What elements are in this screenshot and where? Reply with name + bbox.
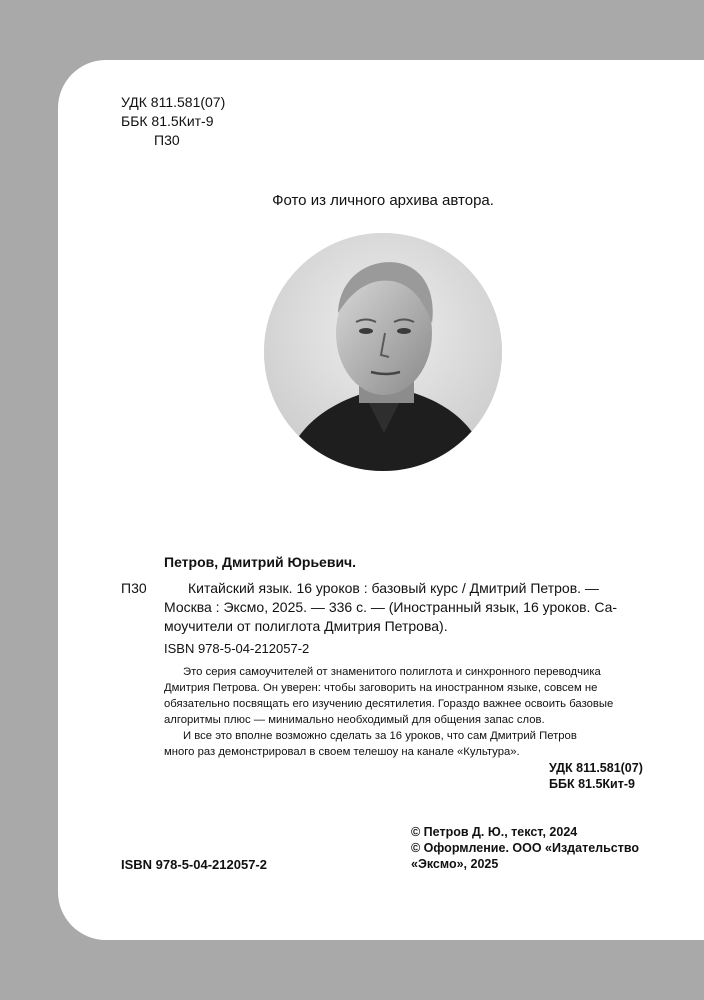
author-portrait bbox=[264, 233, 502, 471]
annotation-line-2: Дмитрия Петрова. Он уверен: чтобы заговорить на иностранном языке, совсем не bbox=[164, 682, 598, 694]
record-line-3: моучители от полиглота Дмитрия Петрова). bbox=[164, 618, 448, 634]
author-name: Петров, Дмитрий Юрьевич. bbox=[164, 554, 357, 570]
photo-caption: Фото из личного архива автора. bbox=[272, 192, 494, 209]
annotation-line-4: алгоритмы плюс — минимально необходимый для общения запас слов. bbox=[164, 714, 545, 726]
record-shelf-mark: П30 bbox=[121, 580, 147, 596]
copyright-line-1: © Петров Д. Ю., текст, 2024 bbox=[411, 825, 578, 839]
udk-code: УДК 811.581(07) bbox=[121, 94, 226, 110]
annotation-line-5: И все это вполне возможно сделать за 16 уроков, что сам Дмитрий Петров bbox=[183, 730, 577, 742]
annotation-line-3: обязательно посвящать его изучению десятилетия. Гораздо важнее освоить базовые bbox=[164, 698, 614, 710]
record-isbn: ISBN 978-5-04-212057-2 bbox=[164, 641, 310, 656]
footer-isbn: ISBN 978-5-04-212057-2 bbox=[121, 857, 267, 872]
annotation-line-6: много раз демонстрировал в своем телешоу на канале «Культура». bbox=[164, 746, 520, 758]
classification-bbk: ББК 81.5Кит-9 bbox=[549, 777, 635, 791]
shelf-mark: П30 bbox=[154, 132, 180, 148]
record-line-2: Москва : Эксмо, 2025. — 336 с. — (Иностранный язык, 16 уроков. Са- bbox=[164, 599, 618, 615]
copyright-line-2: © Оформление. ООО «Издательство bbox=[411, 841, 639, 855]
classification-udk: УДК 811.581(07) bbox=[549, 761, 643, 775]
annotation-line-1: Это серия самоучителей от знаменитого полиглота и синхронного переводчика bbox=[183, 666, 601, 678]
bbk-code: ББК 81.5Кит-9 bbox=[121, 113, 214, 129]
copyright-line-3: «Эксмо», 2025 bbox=[411, 857, 499, 871]
record-line-1: Китайский язык. 16 уроков : базовый курс / Дмитрий Петров. — bbox=[188, 580, 599, 596]
